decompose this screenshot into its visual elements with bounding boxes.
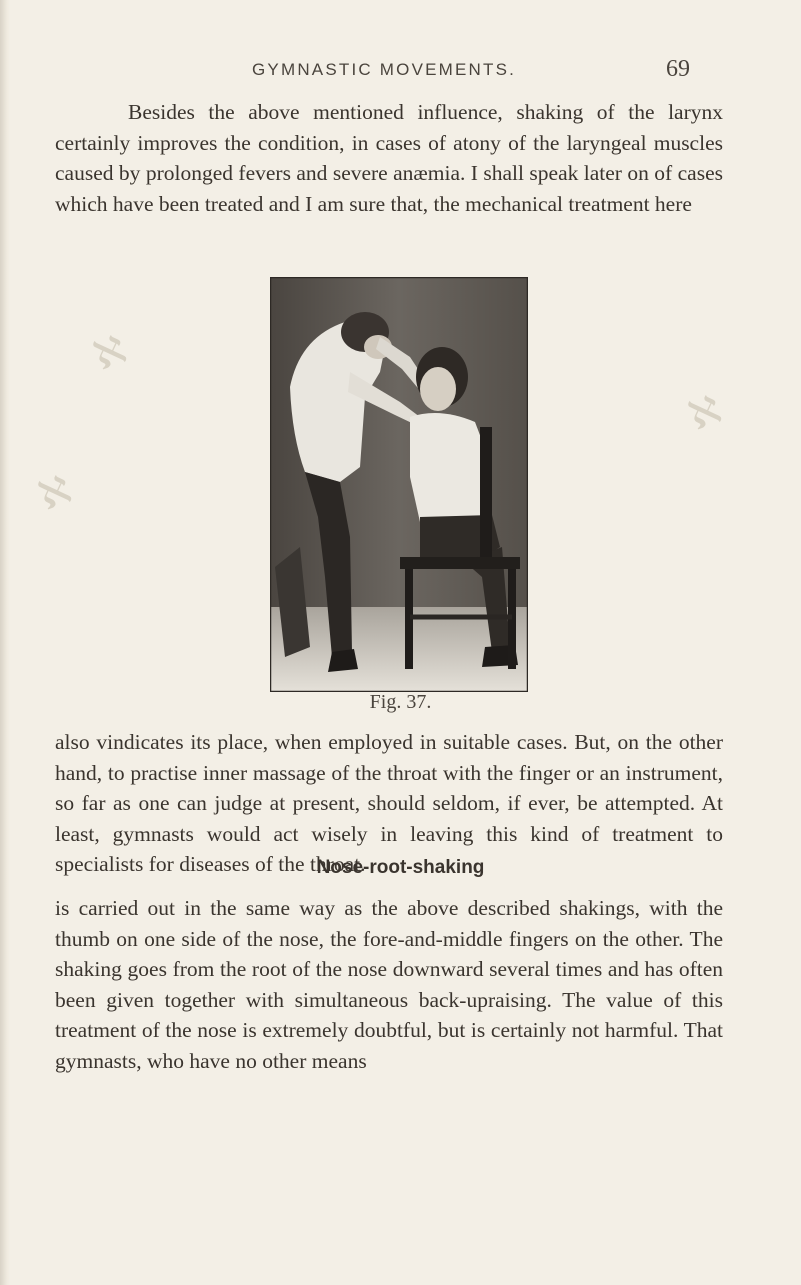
bleed-through-mark: ℵ	[88, 326, 132, 380]
section-heading: Nose-root-shaking	[316, 857, 485, 878]
bleed-through-mark: ℵ	[33, 466, 77, 520]
paragraph-nose-root-shaking: is carried out in the same way as the above described shakings, with the thumb on one side of the nose, the fore-and-middle fingers on the other. The shaking goes from the root of the nose downward several times and has often been given together with simultaneous back-upraising. The value of this treatment of the nose is extremely doubtful, but is certainly not harmful. That gymnasts, who have no other means	[55, 896, 723, 1073]
page-header	[0, 56, 801, 86]
figure-caption: Fig. 37.	[369, 691, 432, 713]
bleed-through-mark: ℵ	[683, 386, 727, 440]
paragraph-larynx-shaking: Besides the above mentioned influence, shaking of the larynx certainly improves the condition, in cases of atony of the laryngeal muscles caused by prolonged fevers and severe anæmia. I shall speak later on of cases which have been treated and I am sure that, the mechanical treatment here	[55, 100, 723, 216]
figure-37	[270, 277, 528, 692]
paragraph-inner-massage: also vindicates its place, when employed in suitable cases. But, on the other hand, to practise inner massage of the throat with the finger or an instrument, so far as one can judge at present, should seldom, if ever, be attempted. At least, gymnasts would act wisely in leaving this kind of treatment to specialists for diseases of the throat.	[55, 730, 723, 876]
throat-shaking-photograph	[270, 277, 528, 692]
page-number: 69	[666, 56, 690, 82]
page-edge-shadow	[0, 0, 10, 1285]
running-title: GYMNASTIC MOVEMENTS.	[252, 60, 517, 79]
